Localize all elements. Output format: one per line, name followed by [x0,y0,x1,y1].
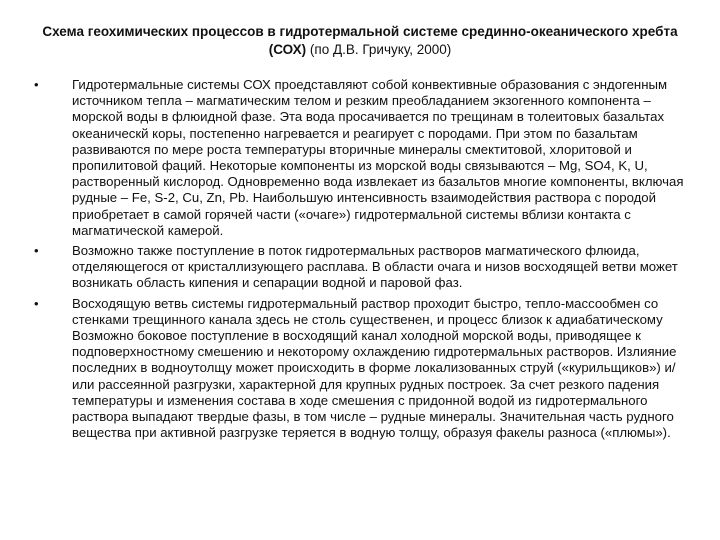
bullet-text: Восходящую ветвь системы гидротермальный раствор проходит быстро, тепло-массообмен со стенками трещинного канала здесь не столь существенен, и процесс близок к адиабатическому Возможно боковое поступление в восходящий канал холодной морской воды, приводящее к подповерхностному смешению и некоторому охлаждению гидротермальных растворов. Излияние последних в водноутолщу может происходить в форме локализованных струй («курильщиков») и/или рассеянной разгрузки, характерной для крупных рудных построек. За счет резкого падения температуры и изменения состава в ходе смешения с придонной водой из гидротермального раствора выпадают твердые фазы, в том числе – рудные минералы. Значительная часть рудного вещества при активной разгрузке теряется в водную толщу, образуя факелы разноса («плюмы»). [72,295,677,441]
slide-title-source: (по Д.В. Гричуку, 2000) [306,42,452,57]
bullet-item-2 [34,243,684,292]
bullet-list [34,77,684,445]
bullet-marker-icon: • [34,243,39,259]
bullet-marker-icon: • [34,295,39,311]
bullet-text: Возможно также поступление в поток гидротермальных растворов магматического флюида, отделяющегося от кристаллизующего расплава. В области очага и низов восходящей ветви может возникать область кипения и сепарации водной и паровой фаз. [72,243,678,291]
bullet-item-3 [34,296,684,442]
bullet-text: Гидротермальные системы СОХ проедставляют собой конвективные образования с эндогенным источником тепла – магматическим телом и резким преобладанием экзогенного компонента – морской воды в флюидной фазе. Эта вода просачивается по трещинам в толеитовых базальтах океаническй коры, постепенно нагревается и реагирует с породами. При этом по базальтам развиваются по мере роста температуры вторичные минералы смектитовой, хлоритовой и пропилитовой фаций. Некоторые компоненты из морской воды связываются – Mg, SO4, K, U, растворенный кислород. Одновременно вода извлекает из базальтов многие компоненты, включая рудные – Fe, S-2, Cu, Zn, Pb. Наибольшую интенсивность взаимодействия раствора с породой приобретает в самой горячей части («очаге») гидротермальной системы вблизи контакта с магматической камерой. [72,77,684,238]
slide-title [40,23,680,59]
bullet-item-1 [34,77,684,239]
slide-title-main: Схема геохимических процессов в гидротермальной системе срединно-океанического хребта (СОХ) [42,24,678,57]
bullet-marker-icon: • [34,77,39,92]
